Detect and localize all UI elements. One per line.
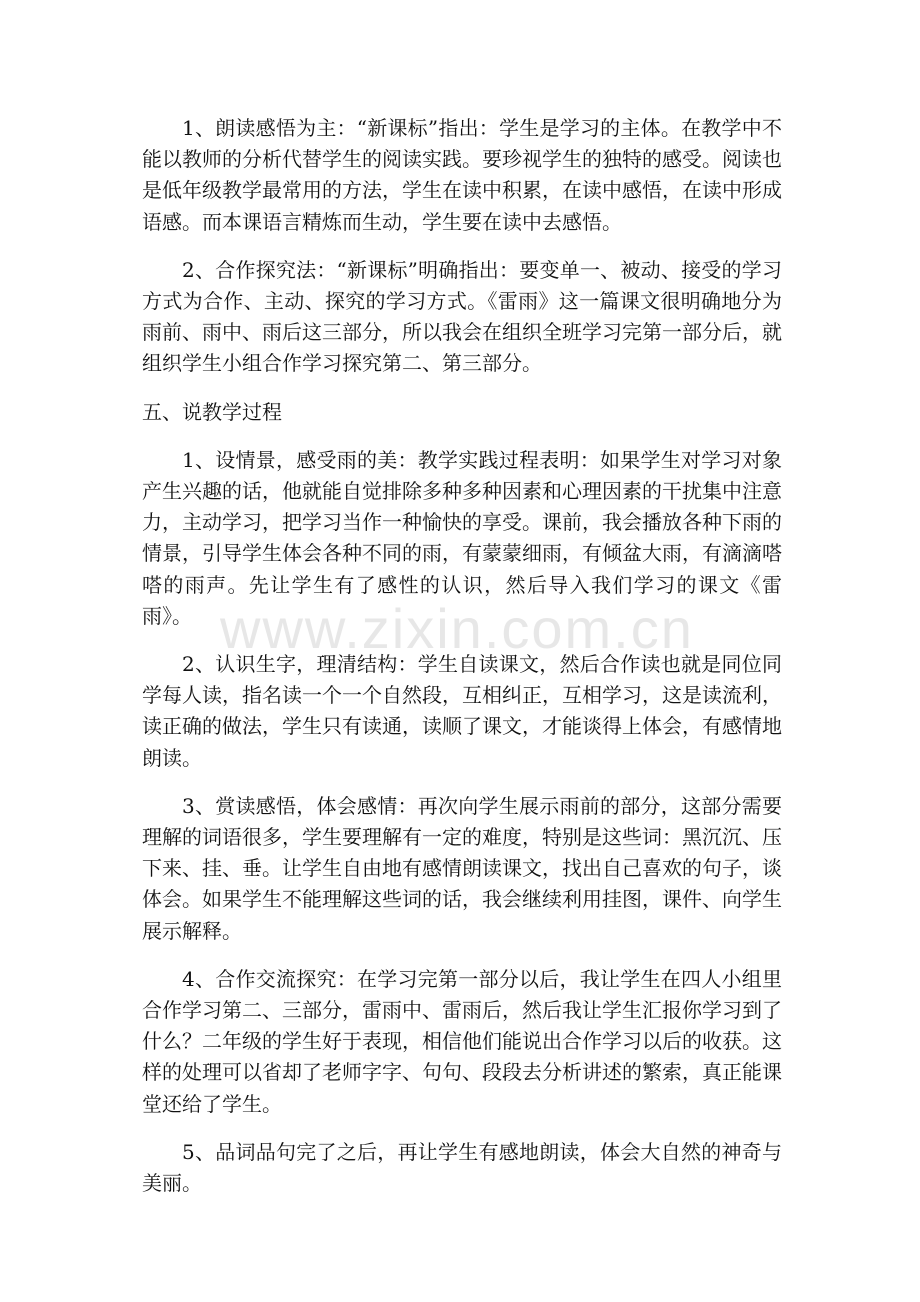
watermark-text: www.zixin.com.cn (220, 597, 694, 660)
paragraph-cooperation: 2、合作探究法：“新课标”明确指出：要变单一、被动、接受的学习方式为合作、主动、探究的学习方式。《雷雨》这一篇课文很明确地分为雨前、雨中、雨后这三部分，所以我会在组织全班学习完第一部分后，就组织学生小组合作学习探究第二、第三部分。 (142, 257, 782, 376)
step-1: 1、设情景，感受雨的美：教学实践过程表明：如果学生对学习对象产生兴趣的话，他就能自觉排除多种多种因素和心理因素的干扰集中注意力，主动学习，把学习当作一种愉快的享受。课前，我会播放各种下雨的情景，引导学生体会各种不同的雨，有蒙蒙细雨，有倾盆大雨，有滴滴嗒嗒的雨声。先让学生有了感性的认识，然后导入我们学习的课文《雷雨》。 (142, 447, 782, 628)
step-3: 3、赏读感悟，体会感情：再次向学生展示雨前的部分，这部分需要理解的词语很多，学生要理解有一定的难度，特别是这些词：黑沉沉、压下来、挂、垂。让学生自由地有感情朗读课文，找出自己喜欢的句子，谈体会。如果学生不能理解这些词的话，我会继续利用挂图，课件、向学生展示解释。 (142, 793, 782, 943)
step-4: 4、合作交流探究：在学习完第一部分以后，我让学生在四人小组里合作学习第二、三部分，雷雨中、雷雨后，然后我让学生汇报你学习到了什么？二年级的学生好于表现，相信他们能说出合作学习以后的收获。这样的处理可以省却了老师字字、句句、段段去分析讲述的繁索，真正能课堂还给了学生。 (142, 966, 782, 1116)
document-body (142, 113, 782, 1216)
paragraph-reading: 1、朗读感悟为主：“新课标”指出：学生是学习的主体。在教学中不能以教师的分析代替学生的阅读实践。要珍视学生的独特的感受。阅读也是低年级教学最常用的方法，学生在读中积累，在读中感悟，在读中形成语感。而本课语言精炼而生动，学生要在读中去感悟。 (142, 116, 782, 234)
step-2: 2、认识生字，理清结构：学生自读课文，然后合作读也就是同位同学每人读，指名读一个一个自然段，互相纠正，互相学习，这是读流利，读正确的做法，学生只有读通，读顺了课文，才能谈得上体会，有感情地朗读。 (142, 652, 782, 770)
step-5: 5、品词品句完了之后，再让学生有感地朗读，体会大自然的神奇与美丽。 (142, 1139, 782, 1196)
section-heading: 五、说教学过程 (142, 399, 282, 424)
